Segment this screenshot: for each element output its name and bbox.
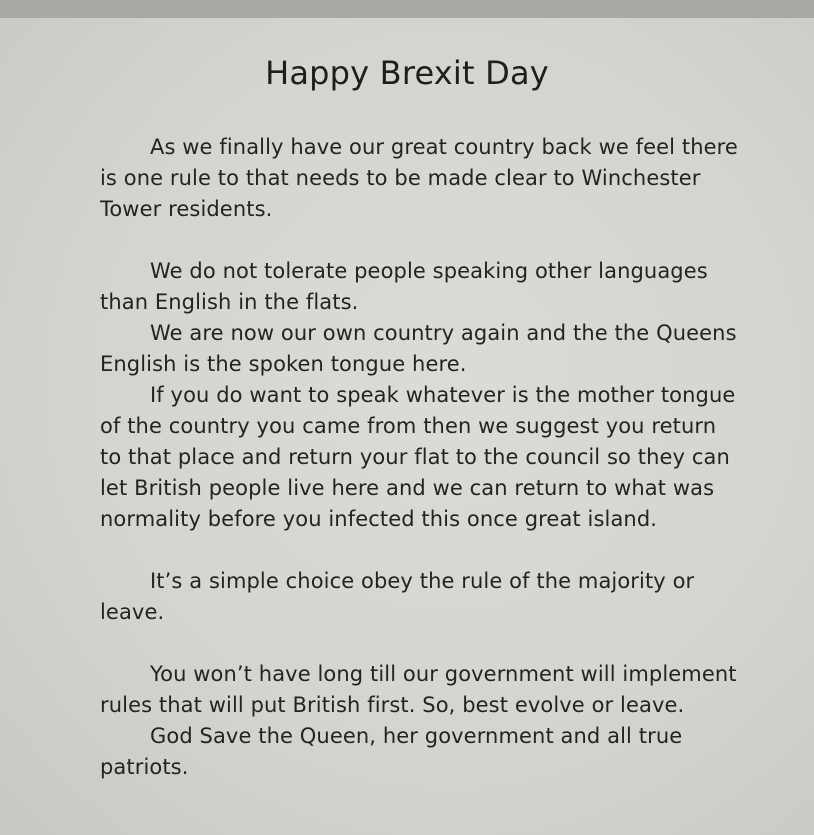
paragraph-mother-tongue: If you do want to speak whatever is the mother tongue of the country you came from then we suggest you return to that place and return your flat to the council so they can let British people live here and we can return to what was normality before you infected this once great island. — [100, 383, 736, 531]
notice-body — [100, 132, 740, 783]
paragraph-own-country: We are now our own country again and the the Queens English is the spoken tongue here. — [100, 321, 737, 376]
paragraph-government: You won’t have long till our government will implement rules that will put British first. So, best evolve or leave. — [100, 662, 737, 717]
paragraph-closing: God Save the Queen, her government and all true patriots. — [100, 724, 683, 779]
notice-title: Happy Brexit Day — [265, 54, 549, 92]
paper-sheet — [0, 18, 814, 835]
paragraph-simple-choice: It’s a simple choice obey the rule of the majority or leave. — [100, 569, 695, 624]
top-edge-strip — [0, 0, 814, 18]
paragraph-intro: As we finally have our great country back we feel there is one rule to that needs to be made clear to Winchester Tower residents. — [100, 135, 738, 221]
paragraph-languages: We do not tolerate people speaking other languages than English in the flats. — [100, 259, 708, 314]
